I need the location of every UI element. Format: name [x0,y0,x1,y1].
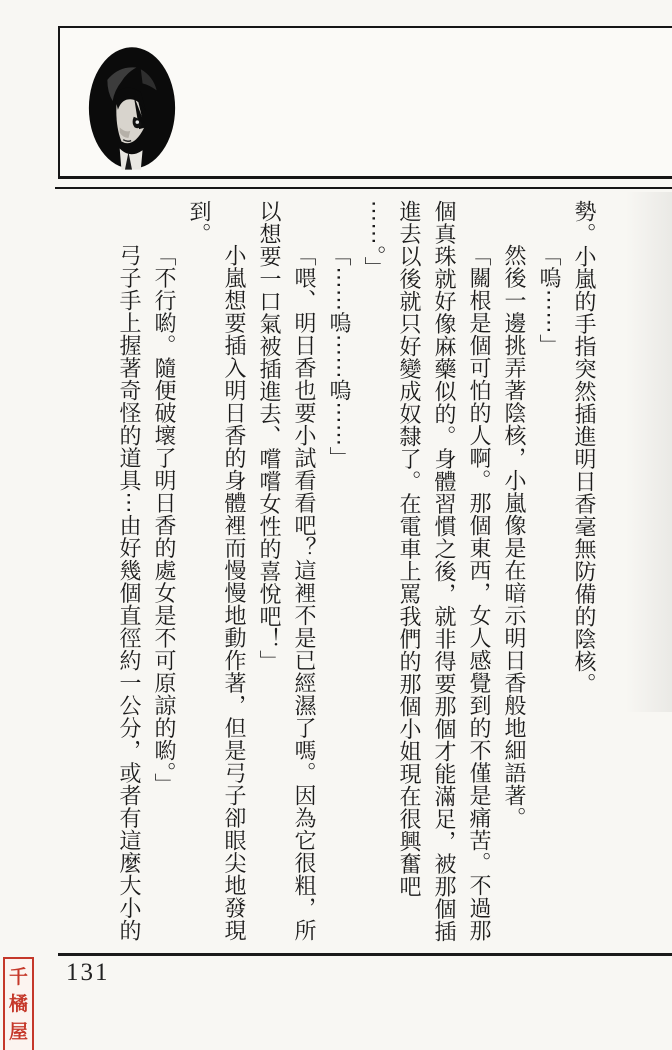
text-column: 「關根是個可怕的人啊。那個東西，女人感覺到的不僅是痛苦。不過那 [467,244,492,942]
text-column: 「嗚⋯⋯」 [537,244,562,357]
page-number: 131 [66,959,110,986]
seal-char: 屋 [8,1021,28,1043]
text-column: 弓子手上握著奇怪的道具⋯由好幾個直徑約一公分，或者有這麼大小的 [117,244,142,942]
text-column: 小嵐想要插入明日香的身體裡而慢慢地動作著，但是弓子卻眼尖地發現 [222,244,247,942]
scan-shadow [626,192,672,712]
publisher-seal [3,957,34,1050]
text-column: 進去以後就只好變成奴隸了。在電車上罵我們的那個小姐現在很興奮吧 [397,200,422,898]
text-column: 個真珠就好像麻藥似的。身體習慣之後，就非得要那個才能滿足，被那個插 [432,200,457,943]
seal-char: 橘 [8,994,28,1015]
text-body [112,200,602,942]
text-column: 然後一邊挑弄著陰核，小嵐像是在暗示明日香般地細語著。 [502,244,527,829]
text-column: ⋯⋯。」 [362,200,387,279]
text-column: 「喂、明日香也要小試看看吧？這裡不是已經濕了嗎。因為它很粗，所 [292,244,317,942]
seal-char: 千 [8,966,28,988]
header-frame [58,26,672,179]
text-column: 以想要一口氣被插進去、嚐嚐女性的喜悅吧！」 [257,200,282,673]
header-divider [55,187,672,189]
text-column: 「不行喲。隨便破壞了明日香的處女是不可原諒的喲。」 [152,244,177,796]
text-column: 到。 [187,200,212,245]
footer-rule [58,953,672,956]
girl-portrait-icon [88,46,176,170]
text-column: 「⋯⋯嗚⋯⋯嗚⋯⋯」 [327,244,352,469]
text-column: 勢。小嵐的手指突然插進明日香毫無防備的陰核。 [572,200,597,695]
